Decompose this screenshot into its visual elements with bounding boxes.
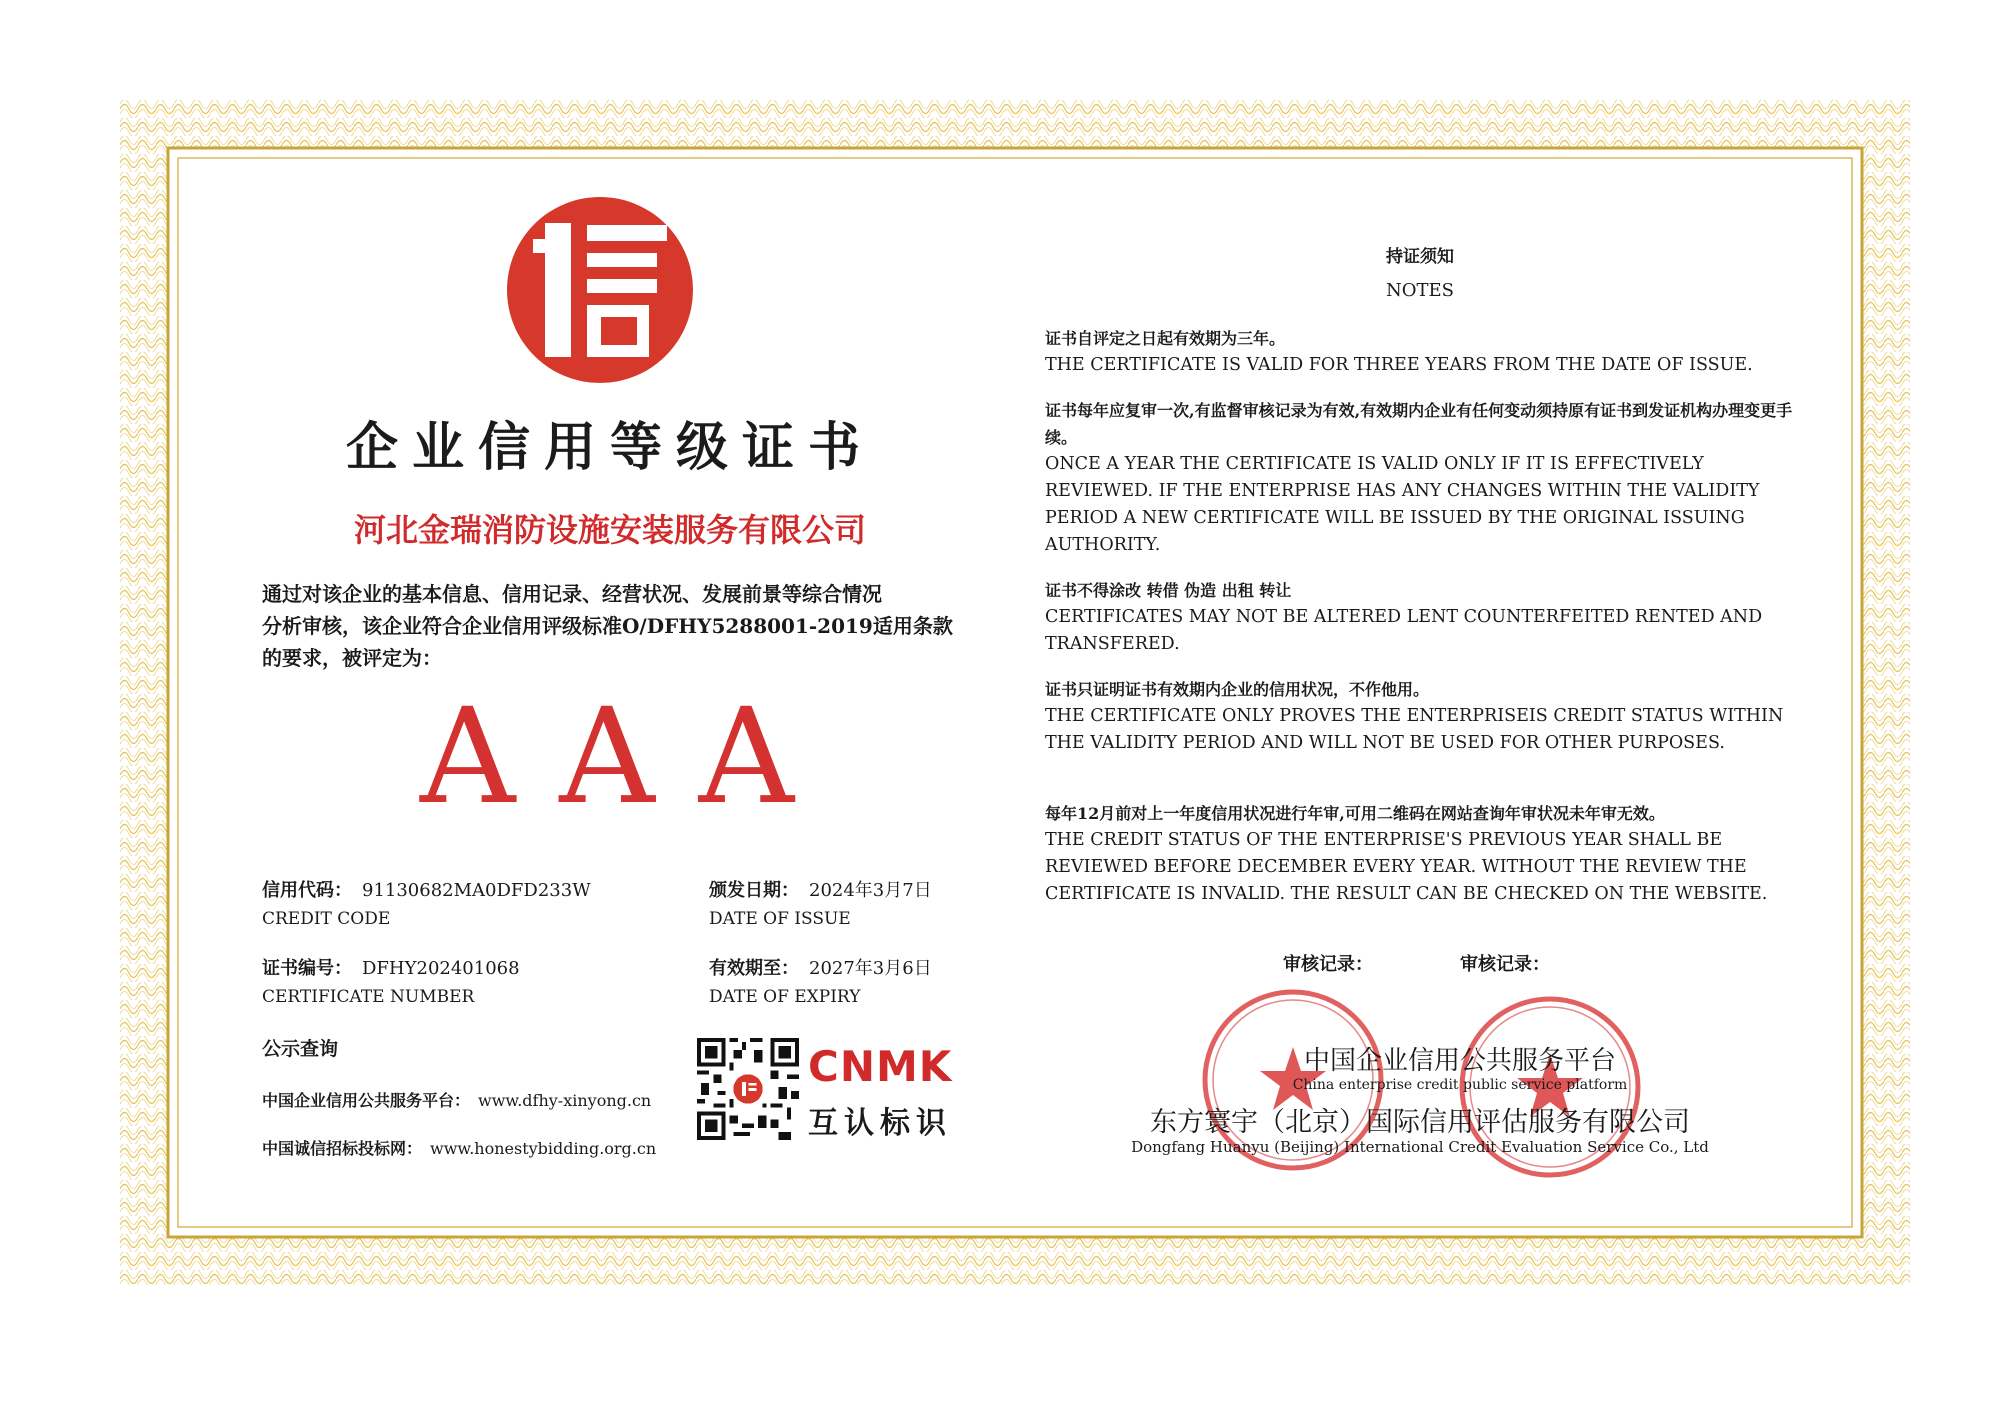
note-en: THE CREDIT STATUS OF THE ENTERPRISE'S PREVIOUS YEAR SHALL BE REVIEWED BEFORE DECEMBER EVERY YEAR. WITHOUT THE REVIEW THE CERTIFICATE IS INVALID. THE RESULT CAN BE CHECKED ON THE WEBSITE. [1045, 830, 1768, 904]
notes-heading-en: NOTES [1386, 280, 1454, 301]
certificate-title: 企业信用等级证书 [345, 418, 874, 478]
issue-date-en: DATE OF ISSUE [709, 909, 851, 929]
qr-code-icon[interactable] [697, 1038, 799, 1140]
assessment-text [262, 578, 982, 674]
query-url[interactable]: www.dfhy-xinyong.cn [478, 1091, 652, 1110]
issuer-platform-en: China enterprise credit public service platform [1292, 1077, 1628, 1093]
note-item [1045, 800, 1795, 908]
cnmk-subtitle: 互认标识 [808, 1106, 952, 1141]
issue-date-value: 2024年3月7日 [809, 880, 932, 901]
company-name: 河北金瑞消防设施安装服务有限公司 [353, 511, 866, 549]
note-item [1045, 325, 1795, 379]
expiry-date-en: DATE OF EXPIRY [709, 987, 861, 1007]
credit-code-value: 91130682MA0DFD233W [362, 880, 591, 901]
expiry-date-field [709, 955, 932, 1011]
expiry-date-label: 有效期至： [709, 958, 799, 979]
public-query-heading: 公示查询 [262, 1038, 339, 1060]
credit-code-field [262, 877, 591, 933]
query-url[interactable]: www.honestybidding.org.cn [430, 1139, 657, 1158]
note-cn: 证书不得涂改 转借 伪造 出租 转让 [1045, 581, 1292, 600]
note-item [1045, 397, 1795, 559]
note-cn: 证书每年应复审一次,有监督审核记录为有效,有效期内企业有任何变动须持原有证书到发证机构办理变更手续。 [1045, 401, 1793, 447]
query-label: 中国企业信用公共服务平台： [262, 1091, 471, 1110]
note-cn: 每年12月前对上一年度信用状况进行年审,可用二维码在网站查询年审状况未年审无效。 [1045, 804, 1665, 823]
note-en: THE CERTIFICATE ONLY PROVES THE ENTERPRISEIS CREDIT STATUS WITHIN THE VALIDITY PERIOD AND WILL NOT BE USED FOR OTHER PURPOSES. [1045, 706, 1784, 753]
notes-heading-cn: 持证须知 [1386, 247, 1454, 267]
query-line [262, 1136, 656, 1159]
note-en: CERTIFICATES MAY NOT BE ALTERED LENT COUNTERFEITED RENTED AND TRANSFERED. [1045, 607, 1763, 654]
assessment-line: 通过对该企业的基本信息、信用记录、经营状况、发展前景等综合情况 [262, 582, 882, 606]
cert-number-label: 证书编号： [262, 958, 352, 979]
query-label: 中国诚信招标投标网： [262, 1139, 423, 1158]
xin-credit-logo [505, 195, 695, 385]
review-record-label: 审核记录： [1283, 954, 1373, 975]
cnmk-mark: CNMK [808, 1042, 953, 1091]
note-en: ONCE A YEAR THE CERTIFICATE IS VALID ONLY IF IT IS EFFECTIVELY REVIEWED. IF THE ENTERPRISE HAS ANY CHANGES WITHIN THE VALIDITY PERIOD A NEW CERTIFICATE WILL BE ISSUED BY THE ORIGINAL ISSUING AUTHORITY. [1045, 454, 1760, 555]
credit-code-en: CREDIT CODE [262, 909, 391, 929]
note-item [1045, 676, 1795, 757]
note-cn: 证书只证明证书有效期内企业的信用状况，不作他用。 [1045, 680, 1430, 699]
issuer-platform-cn: 中国企业信用公共服务平台 [1303, 1046, 1616, 1076]
cert-number-value: DFHY202401068 [362, 958, 520, 979]
note-en: THE CERTIFICATE IS VALID FOR THREE YEARS FROM THE DATE OF ISSUE. [1045, 355, 1753, 375]
query-line [262, 1088, 651, 1111]
issue-date-label: 颁发日期： [709, 880, 799, 901]
expiry-date-value: 2027年3月6日 [809, 958, 932, 979]
note-cn: 证书自评定之日起有效期为三年。 [1045, 329, 1286, 348]
cert-number-en: CERTIFICATE NUMBER [262, 987, 475, 1007]
credit-code-label: 信用代码： [262, 880, 352, 901]
cert-number-field [262, 955, 520, 1011]
review-record-label: 审核记录： [1460, 954, 1550, 975]
credit-grade: AAA [420, 680, 838, 834]
issue-date-field [709, 877, 932, 933]
assessment-line: 分析审核，该企业符合企业信用评级标准O/DFHY5288001-2019适用条款 [262, 614, 953, 638]
issuer-company-cn: 东方寰宇（北京）国际信用评估服务有限公司 [1150, 1107, 1690, 1138]
issuer-company-en: Dongfang Huanyu (Beijing) International Credit Evaluation Service Co., Ltd [1131, 1138, 1709, 1156]
assessment-line: 的要求，被评定为： [262, 646, 442, 670]
note-item [1045, 577, 1795, 658]
